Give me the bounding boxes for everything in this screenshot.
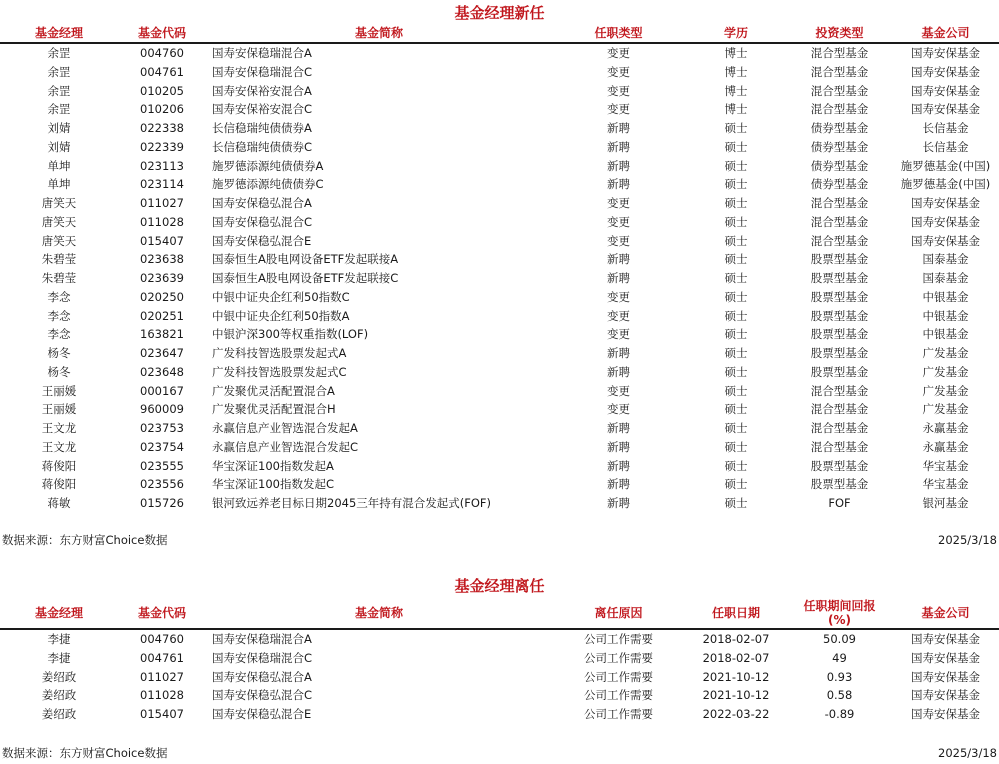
cell-col5: 博士 [724, 83, 748, 98]
table-row [0, 250, 999, 269]
cell-name: 国寿安保稳瑞混合A [212, 46, 312, 60]
table-row [0, 288, 999, 307]
cell-col6: 股票型基金 [810, 327, 869, 342]
cell-col5: 硕士 [724, 327, 748, 342]
cell-col5: 硕士 [724, 364, 748, 379]
cell-col6: 混合型基金 [810, 439, 869, 454]
table-row [0, 307, 999, 326]
header-code: 基金代码 [137, 26, 186, 40]
cell-name: 广发聚优灵活配置混合A [212, 383, 335, 398]
cell-col6: 混合型基金 [810, 64, 869, 79]
cell-col5: 2021-10-12 [702, 688, 770, 703]
cell-manager: 杨冬 [47, 346, 71, 360]
new-managers-table [0, 25, 999, 513]
cell-col5: 硕士 [724, 496, 748, 510]
table-header-row [0, 25, 999, 43]
header-company: 基金公司 [921, 26, 970, 40]
new-managers-title: 基金经理新任 [454, 4, 545, 22]
table-row [0, 43, 999, 63]
header-name: 基金简称 [354, 26, 403, 40]
cell-manager: 姜绍政 [41, 688, 77, 703]
header-type: 离任原因 [594, 606, 643, 620]
cell-code: 004761 [140, 650, 184, 665]
report-date: 2025/3/18 [938, 533, 997, 547]
header-col5: 任职日期 [711, 606, 760, 620]
cell-name: 中银中证央企红利50指数A [212, 308, 350, 323]
header-manager: 基金经理 [34, 606, 83, 620]
cell-type: 新聘 [607, 177, 630, 192]
table-row [0, 82, 999, 101]
cell-col6: 股票型基金 [810, 346, 869, 360]
cell-company: 国寿安保基金 [911, 707, 980, 721]
cell-type: 公司工作需要 [584, 688, 653, 703]
cell-col5: 2021-10-12 [702, 669, 770, 684]
cell-company: 国泰基金 [922, 252, 969, 267]
cell-col5: 硕士 [724, 139, 748, 154]
table-row [0, 100, 999, 119]
header-manager: 基金经理 [34, 26, 83, 40]
table-row [0, 325, 999, 344]
cell-company: 国寿安保基金 [911, 632, 980, 646]
cell-col5: 硕士 [724, 121, 748, 135]
table-row [0, 63, 999, 82]
cell-col5: 博士 [724, 64, 748, 79]
cell-name: 国寿安保稳瑞混合C [212, 650, 313, 665]
cell-name: 广发聚优灵活配置混合H [212, 402, 336, 417]
cell-manager: 王丽媛 [41, 402, 77, 417]
header-name: 基金简称 [354, 606, 403, 620]
cell-manager: 杨冬 [47, 364, 71, 379]
table-row [0, 213, 999, 232]
cell-code: 004760 [140, 46, 184, 60]
cell-type: 变更 [607, 289, 630, 304]
cell-name: 国寿安保稳弘混合C [212, 214, 313, 229]
leaving-managers-table [0, 598, 999, 724]
leaving-managers-title: 基金经理离任 [454, 577, 545, 595]
cell-type: 公司工作需要 [584, 707, 653, 721]
cell-col6: 股票型基金 [810, 364, 869, 379]
cell-col6: 股票型基金 [810, 477, 869, 492]
cell-type: 新聘 [607, 458, 630, 473]
cell-col6: 股票型基金 [810, 252, 869, 267]
cell-col5: 2018-02-07 [702, 632, 770, 646]
cell-code: 000167 [140, 383, 184, 398]
cell-manager: 王文龙 [41, 421, 77, 435]
cell-col5: 硕士 [724, 458, 748, 473]
cell-col6: 混合型基金 [810, 402, 869, 417]
table-row [0, 157, 999, 176]
cell-col5: 硕士 [724, 477, 748, 492]
cell-manager: 唐笑天 [41, 233, 77, 248]
cell-code: 004761 [140, 64, 184, 79]
data-source-note: 数据来源：东方财富Choice数据 [2, 533, 168, 547]
cell-code: 011027 [140, 669, 184, 684]
cell-name: 中银中证央企红利50指数C [212, 289, 350, 304]
cell-type: 新聘 [607, 477, 630, 492]
cell-manager: 刘婧 [47, 121, 71, 135]
cell-col6: 混合型基金 [810, 383, 869, 398]
table-row [0, 457, 999, 476]
cell-manager: 单坤 [47, 158, 71, 173]
cell-manager: 李念 [47, 308, 71, 323]
header-code: 基金代码 [137, 606, 186, 620]
cell-col5: 硕士 [724, 402, 748, 417]
cell-company: 华宝基金 [922, 458, 969, 473]
cell-col5: 硕士 [724, 421, 748, 435]
cell-manager: 姜绍政 [41, 707, 77, 721]
cell-company: 国寿安保基金 [911, 688, 980, 703]
cell-col6: 0.58 [826, 688, 853, 703]
cell-col6: 0.93 [826, 669, 853, 684]
cell-name: 施罗德添源纯债债券C [212, 177, 324, 192]
cell-type: 变更 [607, 102, 630, 117]
cell-col5: 硕士 [724, 383, 748, 398]
header-col6: 投资类型 [815, 26, 864, 40]
cell-name: 银河致远养老目标日期2045三年持有混合发起式(FOF) [212, 496, 492, 510]
cell-code: 023113 [140, 158, 184, 173]
cell-company: 广发基金 [922, 364, 969, 379]
cell-col6: 混合型基金 [810, 233, 869, 248]
cell-manager: 余罡 [47, 83, 71, 98]
cell-company: 广发基金 [922, 346, 969, 360]
new-managers-footer [0, 532, 999, 548]
cell-name: 国寿安保稳弘混合E [212, 707, 312, 721]
cell-code: 015407 [140, 233, 184, 248]
cell-manager: 李捷 [47, 632, 71, 646]
cell-manager: 王丽媛 [41, 383, 77, 398]
cell-col6: -0.89 [824, 707, 855, 721]
cell-code: 163821 [140, 327, 184, 342]
cell-company: 国寿安保基金 [911, 233, 980, 248]
table-row [0, 138, 999, 157]
cell-company: 施罗德基金(中国) [900, 158, 991, 173]
cell-type: 新聘 [607, 121, 630, 135]
cell-type: 变更 [607, 308, 630, 323]
cell-code: 020251 [140, 308, 184, 323]
table-row [0, 382, 999, 401]
cell-type: 公司工作需要 [584, 650, 653, 665]
cell-company: 国寿安保基金 [911, 64, 980, 79]
cell-company: 中银基金 [922, 308, 969, 323]
cell-code: 015407 [140, 707, 184, 721]
report-date: 2025/3/18 [938, 746, 997, 760]
cell-company: 广发基金 [922, 383, 969, 398]
cell-code: 010205 [140, 83, 184, 98]
cell-type: 新聘 [607, 252, 630, 267]
cell-col5: 硕士 [724, 252, 748, 267]
table-row [0, 475, 999, 494]
cell-type: 变更 [607, 383, 630, 398]
cell-manager: 刘婧 [47, 139, 71, 154]
cell-col5: 硕士 [724, 271, 748, 285]
cell-type: 新聘 [607, 421, 630, 435]
cell-name: 广发科技智选股票发起式C [212, 364, 347, 379]
table-row [0, 232, 999, 251]
cell-col5: 2022-03-22 [702, 707, 770, 721]
cell-col6: 债券型基金 [810, 121, 869, 135]
cell-col5: 硕士 [724, 308, 748, 323]
cell-code: 023647 [140, 346, 184, 360]
cell-code: 020250 [140, 289, 184, 304]
cell-col6: 股票型基金 [810, 271, 869, 285]
cell-code: 023114 [140, 177, 184, 192]
cell-col6: 混合型基金 [810, 196, 869, 210]
cell-col6: 混合型基金 [810, 83, 869, 98]
cell-code: 022339 [140, 139, 184, 154]
cell-company: 广发基金 [922, 402, 969, 417]
cell-col5: 硕士 [724, 289, 748, 304]
cell-name: 广发科技智选股票发起式A [212, 346, 347, 360]
cell-col5: 硕士 [724, 214, 748, 229]
cell-company: 国寿安保基金 [911, 46, 980, 60]
data-source-note: 数据来源：东方财富Choice数据 [2, 746, 168, 760]
cell-col6: 债券型基金 [810, 158, 869, 173]
header-col6: 任职期间回报 (%) [803, 599, 876, 627]
cell-code: 011028 [140, 214, 184, 229]
cell-col6: 混合型基金 [810, 46, 869, 60]
cell-company: 永赢基金 [922, 421, 969, 435]
cell-manager: 唐笑天 [41, 214, 77, 229]
cell-code: 023753 [140, 421, 184, 435]
cell-type: 公司工作需要 [584, 669, 653, 684]
cell-col6: 债券型基金 [810, 139, 869, 154]
cell-col6: 混合型基金 [810, 102, 869, 117]
header-col5: 学历 [723, 26, 748, 40]
cell-manager: 余罡 [47, 102, 71, 117]
cell-company: 国寿安保基金 [911, 214, 980, 229]
cell-name: 施罗德添源纯债债券A [212, 158, 324, 173]
cell-company: 永赢基金 [922, 439, 969, 454]
cell-code: 004760 [140, 632, 184, 646]
cell-company: 国寿安保基金 [911, 669, 980, 684]
table-row [0, 363, 999, 382]
cell-company: 施罗德基金(中国) [900, 177, 991, 192]
cell-company: 国泰基金 [922, 271, 969, 285]
cell-col6: 49 [832, 650, 847, 665]
cell-col6: 债券型基金 [810, 177, 869, 192]
cell-type: 变更 [607, 64, 630, 79]
cell-col5: 硕士 [724, 196, 748, 210]
cell-company: 长信基金 [922, 139, 969, 154]
cell-manager: 朱碧莹 [41, 252, 77, 267]
cell-type: 公司工作需要 [584, 632, 653, 646]
cell-type: 变更 [607, 402, 630, 417]
cell-type: 变更 [607, 214, 630, 229]
cell-company: 中银基金 [922, 289, 969, 304]
cell-type: 变更 [607, 327, 630, 342]
cell-name: 国泰恒生A股电网设备ETF发起联接C [212, 271, 399, 285]
table-header-row [0, 598, 999, 629]
table-row [0, 686, 999, 705]
cell-name: 华宝深证100指数发起A [212, 458, 334, 473]
cell-col6: FOF [828, 496, 851, 510]
table-row [0, 344, 999, 363]
cell-col5: 硕士 [724, 346, 748, 360]
cell-col5: 硕士 [724, 177, 748, 192]
cell-company: 国寿安保基金 [911, 83, 980, 98]
cell-name: 华宝深证100指数发起C [212, 477, 334, 492]
table-row [0, 400, 999, 419]
cell-manager: 王文龙 [41, 439, 77, 454]
cell-manager: 蒋俊阳 [41, 458, 77, 473]
cell-col6: 混合型基金 [810, 421, 869, 435]
table-row [0, 119, 999, 138]
table-row [0, 705, 999, 724]
cell-manager: 李念 [47, 289, 71, 304]
cell-type: 新聘 [607, 158, 630, 173]
cell-name: 国寿安保稳弘混合E [212, 233, 312, 248]
cell-code: 010206 [140, 102, 184, 117]
cell-code: 023648 [140, 364, 184, 379]
cell-code: 011028 [140, 688, 184, 703]
cell-manager: 余罡 [47, 64, 71, 79]
cell-col5: 硕士 [724, 158, 748, 173]
cell-company: 银河基金 [922, 496, 969, 510]
cell-col6: 股票型基金 [810, 308, 869, 323]
cell-manager: 蒋俊阳 [41, 477, 77, 492]
cell-manager: 唐笑天 [41, 196, 77, 210]
table-row [0, 438, 999, 457]
cell-manager: 朱碧莹 [41, 271, 77, 285]
cell-type: 新聘 [607, 364, 630, 379]
header-company: 基金公司 [921, 606, 970, 620]
cell-code: 011027 [140, 196, 184, 210]
header-type: 任职类型 [594, 26, 643, 40]
cell-manager: 李捷 [47, 650, 71, 665]
cell-company: 国寿安保基金 [911, 102, 980, 117]
cell-code: 023555 [140, 458, 184, 473]
cell-col6: 股票型基金 [810, 289, 869, 304]
cell-name: 长信稳瑞纯债债券A [212, 121, 312, 135]
cell-code: 023754 [140, 439, 184, 454]
cell-code: 015726 [140, 496, 184, 510]
cell-col6: 股票型基金 [810, 458, 869, 473]
cell-code: 022338 [140, 121, 184, 135]
table-row [0, 494, 999, 513]
cell-name: 国寿安保稳瑞混合A [212, 632, 312, 646]
cell-manager: 姜绍政 [41, 669, 77, 684]
cell-manager: 李念 [47, 327, 71, 342]
cell-manager: 余罡 [47, 46, 71, 60]
cell-name: 国寿安保稳瑞混合C [212, 64, 313, 79]
cell-name: 中银沪深300等权重指数(LOF) [212, 327, 369, 342]
cell-company: 长信基金 [922, 121, 969, 135]
cell-col5: 博士 [724, 102, 748, 117]
cell-col5: 2018-02-07 [702, 650, 770, 665]
cell-col5: 硕士 [724, 233, 748, 248]
cell-company: 国寿安保基金 [911, 196, 980, 210]
table-row [0, 668, 999, 687]
cell-type: 新聘 [607, 139, 630, 154]
cell-manager: 单坤 [47, 177, 71, 192]
cell-name: 永赢信息产业智选混合发起C [212, 439, 359, 454]
cell-type: 新聘 [607, 439, 630, 454]
cell-code: 960009 [140, 402, 184, 417]
table-row [0, 175, 999, 194]
cell-col6: 混合型基金 [810, 214, 869, 229]
cell-name: 国寿安保稳弘混合C [212, 688, 313, 703]
cell-type: 变更 [607, 233, 630, 248]
cell-name: 国寿安保稳弘混合A [212, 196, 312, 210]
leaving-managers-footer [0, 745, 999, 761]
cell-type: 变更 [607, 196, 630, 210]
cell-col6: 50.09 [823, 632, 856, 646]
cell-col5: 硕士 [724, 439, 748, 454]
cell-name: 国寿安保稳弘混合A [212, 669, 312, 684]
cell-type: 变更 [607, 83, 630, 98]
table-row [0, 649, 999, 668]
cell-name: 国泰恒生A股电网设备ETF发起联接A [212, 252, 399, 267]
cell-name: 国寿安保裕安混合C [212, 102, 313, 117]
cell-type: 新聘 [607, 346, 630, 360]
cell-name: 长信稳瑞纯债债券C [212, 139, 313, 154]
table-row [0, 194, 999, 213]
cell-manager: 蒋敏 [47, 496, 71, 510]
cell-company: 华宝基金 [922, 477, 969, 492]
cell-code: 023639 [140, 271, 184, 285]
table-row [0, 629, 999, 649]
cell-col5: 博士 [724, 46, 748, 60]
cell-type: 变更 [607, 46, 630, 60]
table-row [0, 269, 999, 288]
cell-company: 中银基金 [922, 327, 969, 342]
cell-code: 023638 [140, 252, 184, 267]
table-row [0, 419, 999, 438]
cell-name: 永赢信息产业智选混合发起A [212, 421, 358, 435]
cell-name: 国寿安保裕安混合A [212, 83, 312, 98]
cell-code: 023556 [140, 477, 184, 492]
cell-type: 新聘 [607, 271, 630, 285]
cell-company: 国寿安保基金 [911, 650, 980, 665]
cell-type: 新聘 [607, 496, 630, 510]
